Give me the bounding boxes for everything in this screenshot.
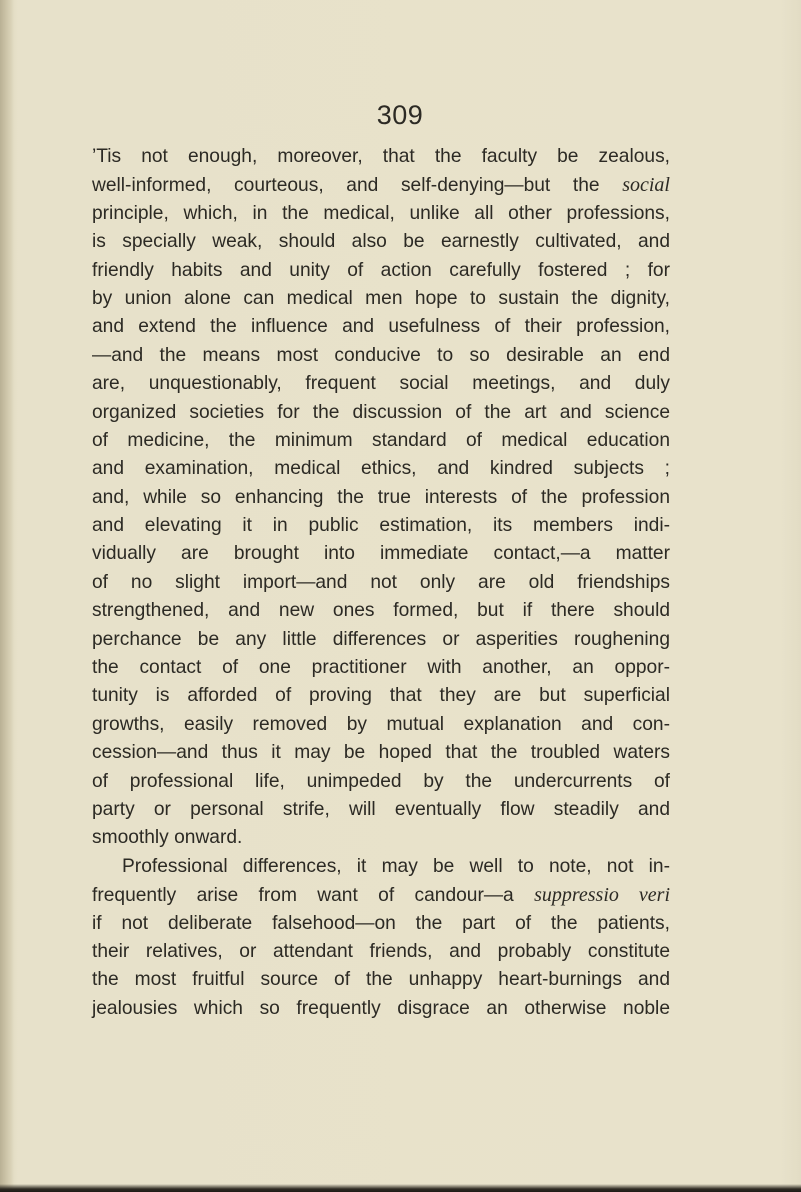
text-segment: by union alone can medical men hope to sustain the dignity, bbox=[92, 287, 670, 309]
text-segment: frequently arise from want of candour—a bbox=[92, 885, 535, 907]
italic-phrase: social bbox=[622, 174, 670, 197]
text-segment: friendly habits and unity of action carefully fostered ; for bbox=[92, 259, 670, 281]
text-line bbox=[92, 796, 670, 824]
text-line bbox=[92, 654, 670, 682]
text-line bbox=[92, 285, 670, 313]
text-line bbox=[92, 313, 670, 341]
text-line bbox=[92, 455, 670, 483]
text-segment: the contact of one practitioner with another, an oppor- bbox=[92, 657, 670, 679]
text-segment: is specially weak, should also be earnestly cultivated, and bbox=[92, 231, 670, 253]
text-segment: —and the means most conducive to so desirable an end bbox=[92, 344, 670, 366]
text-segment: principle, which, in the medical, unlike all other professions, bbox=[92, 202, 670, 224]
text-segment: of no slight import—and not only are old friendships bbox=[92, 571, 670, 593]
text-segment: well-informed, courteous, and self-denying—but the bbox=[92, 175, 623, 197]
text-line bbox=[92, 824, 670, 852]
text-segment: tunity is afforded of proving that they are but superficial bbox=[92, 685, 670, 707]
text-line bbox=[92, 995, 670, 1023]
text-line bbox=[92, 540, 670, 568]
text-line bbox=[92, 569, 670, 597]
text-segment: strengthened, and new ones formed, but if there should bbox=[92, 600, 670, 622]
text-segment: and extend the influence and usefulness of their profession, bbox=[92, 316, 670, 338]
text-segment: cession—and thus it may be hoped that the troubled waters bbox=[92, 742, 670, 764]
text-segment: the most fruitful source of the unhappy heart-burnings and bbox=[92, 969, 670, 991]
text-line bbox=[92, 342, 670, 370]
text-line bbox=[92, 682, 670, 710]
text-segment: are, unquestionably, frequent social meetings, and duly bbox=[92, 373, 670, 395]
text-line bbox=[92, 484, 670, 512]
text-line bbox=[92, 512, 670, 540]
text-segment: party or personal strife, will eventually flow steadily and bbox=[92, 798, 670, 820]
text-line bbox=[92, 739, 670, 767]
text-line bbox=[92, 966, 670, 994]
text-segment: their relatives, or attendant friends, and probably constitute bbox=[92, 940, 670, 962]
text-line bbox=[92, 427, 670, 455]
text-line bbox=[92, 910, 670, 938]
italic-phrase: suppressio veri bbox=[534, 884, 670, 907]
text-line bbox=[92, 228, 670, 256]
page-number: 309 bbox=[376, 100, 424, 130]
text-segment: ’Tis not enough, moreover, that the faculty be zealous, bbox=[92, 146, 670, 167]
page-bottom-edge bbox=[0, 1184, 801, 1192]
text-line bbox=[92, 370, 670, 398]
text-segment: if not deliberate falsehood—on the part of the patients, bbox=[92, 912, 670, 934]
page-gutter-shadow bbox=[0, 0, 14, 1192]
text-segment: of professional life, unimpeded by the undercurrents of bbox=[92, 770, 670, 792]
text-segment: and, while so enhancing the true interests of the profession bbox=[92, 486, 670, 508]
text-segment: and elevating it in public estimation, its members indi- bbox=[92, 515, 670, 537]
text-segment: of medicine, the minimum standard of medical education bbox=[92, 429, 670, 451]
text-line bbox=[92, 626, 670, 654]
text-line bbox=[92, 200, 670, 228]
text-segment: growths, easily removed by mutual explanation and con- bbox=[92, 713, 670, 735]
text-line bbox=[92, 257, 670, 285]
text-line bbox=[92, 881, 670, 909]
text-line bbox=[92, 597, 670, 625]
text-line bbox=[92, 143, 670, 171]
text-line bbox=[92, 711, 670, 739]
text-line bbox=[92, 768, 670, 796]
text-segment: organized societies for the discussion of the art and science bbox=[92, 401, 670, 423]
text-segment: vidually are brought into immediate contact,—a matter bbox=[92, 543, 670, 565]
text-line bbox=[92, 171, 670, 199]
text-segment: Professional differences, it may be well to note, not in- bbox=[122, 855, 670, 877]
text-segment: perchance be any little differences or asperities roughening bbox=[92, 628, 670, 650]
text-line bbox=[92, 399, 670, 427]
text-segment: jealousies which so frequently disgrace an otherwise noble bbox=[92, 997, 670, 1019]
text-segment: smoothly onward. bbox=[92, 827, 243, 849]
body-text bbox=[92, 143, 670, 1023]
text-line bbox=[92, 853, 670, 881]
text-line bbox=[92, 938, 670, 966]
text-segment: and examination, medical ethics, and kindred subjects ; bbox=[92, 458, 670, 480]
